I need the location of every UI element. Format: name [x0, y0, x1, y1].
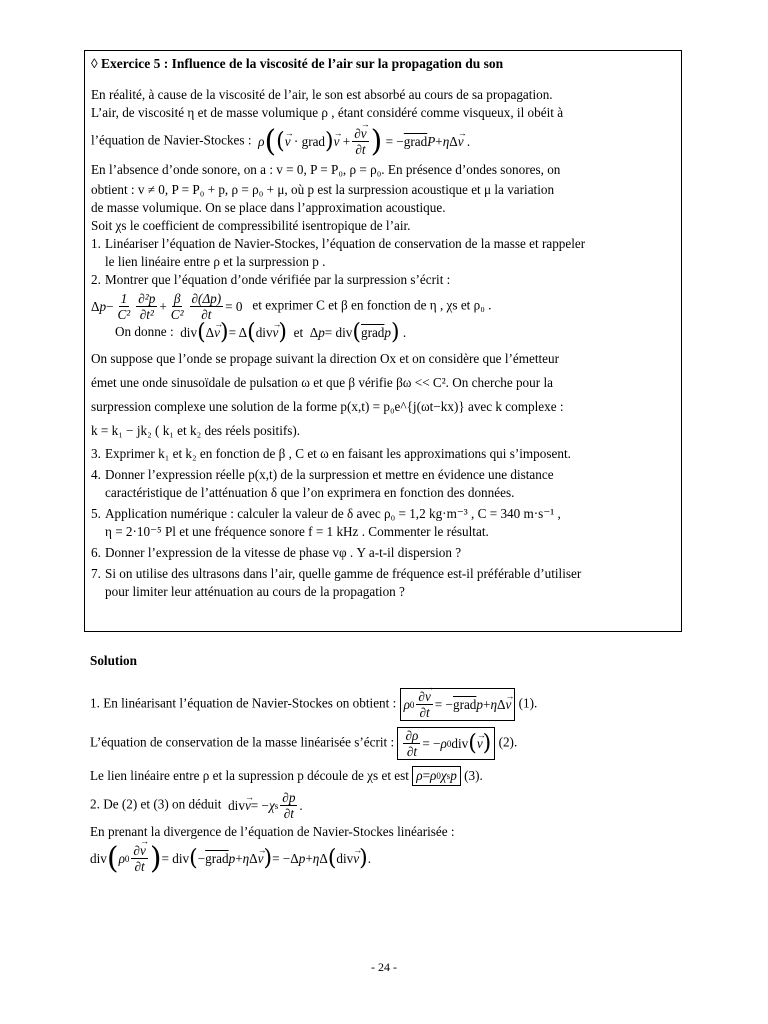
- div-v-relation: div → v = − χ s $\frac{\partial p}{\partial t}$ .: [225, 790, 303, 821]
- intro-line-1: En réalité, à cause de la viscosité de l’air, le son est absorbé au cours de sa propagation.: [91, 87, 553, 102]
- linearized-ns-equation: ρ 0 $\frac{\partial\to v}{\partial t}$ = − grad p + η Δ → v: [400, 688, 516, 721]
- intro-line-6: de masse volumique. On se place dans l’approximation acoustique.: [91, 200, 446, 215]
- solution-line-3: Le lien linéaire entre ρ et la supression p découle de χs et est ρ = ρ 0 χ s p (3).: [90, 766, 680, 786]
- solution-line-2: L’équation de conservation de la masse linéarisée s’écrit : $\frac{\partial\rho}{\partial t}$ = − ρ 0 div ( → v ) (2).: [90, 727, 680, 760]
- solution-line-5: En prenant la divergence de l’équation de Navier-Stockes linéarisée :: [90, 824, 455, 839]
- given-identities: div ( Δ → v ) = Δ ( div → v ) et Δ p = div ( grad p ) .: [177, 322, 406, 344]
- question-list-2: [91, 445, 675, 601]
- question-6: 6. Donner l’expression de la vitesse de phase vφ . Y a-t-il dispersion ?: [91, 545, 462, 560]
- intro-line-3: l’équation de Navier-Stockes :: [91, 132, 252, 148]
- solution-line-4: 2. De (2) et (3) on déduit div → v = − χ s $\frac{\partial p}{\partial t}$ .: [90, 790, 680, 821]
- linear-relation: ρ = ρ 0 χ s p: [412, 766, 461, 786]
- solution-title: Solution: [90, 653, 137, 668]
- question-3: 3. Exprimer k₁ et k₂ en fonction de β , C et ω en faisant les approximations qui s’imposent.: [91, 446, 571, 461]
- intro-line-7: Soit χs le coefficient de compressibilité isentropique de l’air.: [91, 218, 411, 233]
- navier-stokes-equation: ρ ( ( → v · grad ) → v + $\frac{\partial\to v}{\partial t}$ ) = − grad P + η Δ → v .: [255, 126, 470, 157]
- divergence-equation-line: [90, 840, 680, 876]
- solution-line-1: 1. En linéarisant l’équation de Navier-Stockes on obtient : ρ 0 $\frac{\partial\to v}{\partial t}$ = − grad p + η Δ → v (1).: [90, 688, 680, 721]
- intro-line-2: L’air, de viscosité η et de masse volumique ρ , étant considéré comme visqueux, il obéit à: [91, 105, 564, 120]
- page-number: - 24 -: [371, 960, 397, 974]
- given-line: On donne : div ( Δ → v ) = Δ ( div → v ) et Δ p = div ( grad p ) .: [91, 322, 675, 344]
- question-5: 5. Application numérique : calculer la valeur de δ avec ρ₀ = 1,2 kg·m⁻³ , C = 340 m·s⁻¹ , η = 2·10⁻⁵ Pl et une fréquence sonore f = 1 kHz . Commenter le résultat.: [91, 506, 561, 539]
- question-list: [91, 235, 675, 289]
- divergence-equation: div ( ρ 0 $\frac{\partial\to v}{\partial t}$ ) = div ( − grad p + η Δ → v ) = −Δ p + η Δ ( div → v ) .: [90, 843, 371, 874]
- question-7: 7. Si on utilise des ultrasons dans l’air, quelle gamme de fréquence est-il préférable d’utiliser pour limiter leur atténuation au cours de la propagation ?: [91, 566, 582, 599]
- q2-express: et exprimer C et β en fonction de η , χs et ρ₀ .: [252, 297, 492, 313]
- question-2: 2. Montrer que l’équation d’onde vérifiée par la surpression s’écrit :: [91, 272, 451, 287]
- wave-paragraph: On suppose que l’onde se propage suivant la direction Ox et on considère que l’émetteur émet une onde sinusoïdale de pulsation ω et que β vérifie βω << C². On cherche pour la surpression complexe une solution de la forme p(x,t) = p₀e^{j(ωt−kx)} avec k complexe : k = k₁ − jk₂ ( k₁ et k₂ des réels positifs).: [91, 351, 564, 438]
- question-4: 4. Donner l’expression réelle p(x,t) de la surpression et mettre en évidence une distance caractéristique de l’atténuation δ que l’on exprimera en fonction des données.: [91, 467, 554, 500]
- intro-line-5: obtient : v ≠ 0, P = P₀ + p, ρ = ρ₀ + μ, où p est la surpression acoustique et μ la variation: [91, 182, 555, 197]
- exercise-title: ◊ Exercice 5 : Influence de la viscosité de l’air sur la propagation du son: [91, 56, 504, 71]
- wave-equation-line: [91, 291, 675, 322]
- question-1: 1. Linéariser l’équation de Navier-Stockes, l’équation de conservation de la masse et rappeler le lien linéaire entre ρ et la surpression p .: [91, 236, 586, 269]
- wave-equation: Δ p − $\frac{1}{\text{C²}}$ $\frac{\text{∂²p}}{\text{∂t²}}$ + $\frac{\beta}{\text{C²}}$ $\frac{\partial(\Delta p)}{\partial t}$ = 0: [91, 291, 250, 322]
- solution-section: [90, 652, 680, 874]
- navier-stokes-line: [91, 123, 675, 159]
- exercise-box: [84, 50, 682, 632]
- intro-line-4: En l’absence d’onde sonore, on a : v = 0, P = P₀, ρ = ρ₀. En présence d’ondes sonores, on: [91, 162, 561, 177]
- mass-conservation-equation: $\frac{\partial\rho}{\partial t}$ = − ρ 0 div ( → v ): [397, 727, 495, 760]
